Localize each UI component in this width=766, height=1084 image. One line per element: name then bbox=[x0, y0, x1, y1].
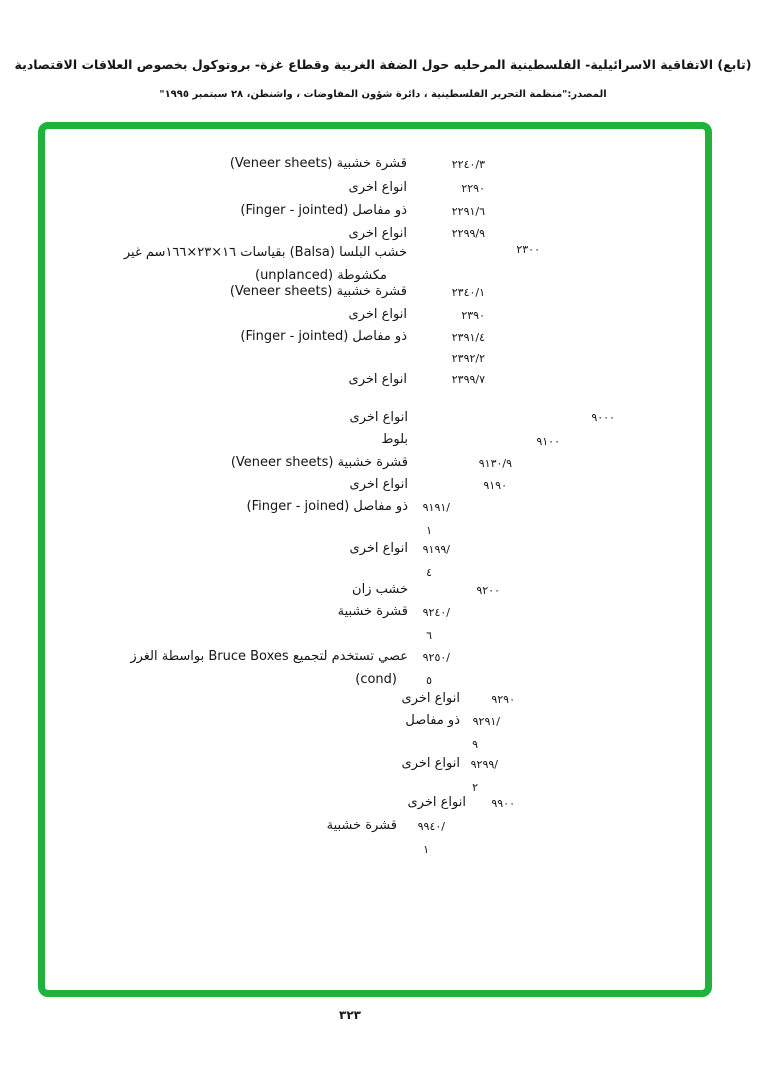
tariff-code: ٩١٠٠ bbox=[536, 435, 560, 448]
tariff-code: ٢٢٤٠/٣ bbox=[451, 158, 485, 171]
tariff-code-wrap-digit: ١ bbox=[423, 843, 429, 856]
item-description: انواع اخرى bbox=[348, 372, 407, 387]
item-description: انواع اخرى bbox=[348, 226, 407, 241]
item-description: انواع اخرى bbox=[348, 180, 407, 195]
item-description: ذو مفاصل (Finger - jointed) bbox=[240, 329, 407, 344]
tariff-code-wrap-digit: ٦ bbox=[426, 629, 432, 642]
tariff-code-wrap-digit: ٤ bbox=[426, 566, 432, 579]
item-description: انواع اخرى bbox=[348, 307, 407, 322]
item-description: انواع اخرى bbox=[349, 477, 408, 492]
item-description: قشرة خشبية (Veneer sheets) bbox=[230, 455, 408, 470]
tariff-code: ٩١٩١/ bbox=[422, 501, 450, 514]
page-number: ٣٢٣ bbox=[339, 1008, 361, 1022]
item-description-line2: (cond) bbox=[355, 672, 397, 687]
item-description: انواع اخرى bbox=[407, 795, 466, 810]
tariff-code: ٢٣٩٩/٧ bbox=[451, 373, 485, 386]
tariff-code: ٩٢٩٩/ bbox=[470, 758, 498, 771]
item-description: انواع اخرى bbox=[349, 410, 408, 425]
tariff-code-wrap-digit: ٩ bbox=[472, 738, 478, 751]
item-description: قشرة خشبية (Veneer sheets) bbox=[229, 156, 407, 171]
tariff-code: ٩٢٠٠ bbox=[476, 584, 500, 597]
item-description: عصي تستخدم لتجميع Bruce Boxes بواسطة الغرز bbox=[130, 649, 408, 664]
tariff-code: ٢٢٩١/٦ bbox=[451, 205, 485, 218]
tariff-code: ٩٩٤٠/ bbox=[417, 820, 445, 833]
item-description: خشب زان bbox=[352, 582, 408, 597]
tariff-code-wrap-digit: ١ bbox=[426, 524, 432, 537]
document-title: (تابع) الاتفاقية الاسرائيلية- الفلسطينية المرحليه حول الضفة الغربية وقطاع غزة- بروتوكول بخصوص العلاقات الاقتصادية bbox=[14, 57, 752, 72]
item-description: انواع اخرى bbox=[349, 541, 408, 556]
tariff-code: ٩٢٤٠/ bbox=[422, 606, 450, 619]
tariff-code: ٩٢٥٠/ bbox=[422, 651, 450, 664]
tariff-code: ٩٩٠٠ bbox=[491, 797, 515, 810]
tariff-code: ٢٣٠٠ bbox=[516, 243, 540, 256]
item-description: ذو مفاصل bbox=[405, 713, 460, 728]
tariff-code: ٩٢٩٠ bbox=[491, 693, 515, 706]
item-description: انواع اخرى bbox=[401, 756, 460, 771]
tariff-code: ٢٢٩٠ bbox=[461, 182, 485, 195]
tariff-code: ٩٠٠٠ bbox=[591, 411, 615, 424]
tariff-code: ٢٣٤٠/١ bbox=[451, 286, 485, 299]
item-description: انواع اخرى bbox=[401, 691, 460, 706]
tariff-code-wrap-digit: ٥ bbox=[426, 674, 432, 687]
tariff-code: ٩١٩٩/ bbox=[422, 543, 450, 556]
item-description: بلوط bbox=[381, 432, 408, 447]
tariff-code: ٢٣٩٠ bbox=[461, 309, 485, 322]
item-description: قشرة خشبية bbox=[337, 604, 408, 619]
item-description: قشرة خشبية bbox=[326, 818, 397, 833]
tariff-code-wrap-digit: ٢ bbox=[472, 781, 478, 794]
item-description: خشب البلسا (Balsa) بقياسات ⁦١٦×٢٣×١٦٦⁩سم غير bbox=[123, 245, 407, 260]
tariff-code: ٩٢٩١/ bbox=[472, 715, 500, 728]
document-source-line: المصدر:"منظمة التحرير الفلسطينية ، دائرة شؤون المفاوضات ، واشنطن، ٢٨ سبتمبر ١٩٩٥" bbox=[159, 89, 607, 100]
tariff-code: ٢٣٩١/٤ bbox=[451, 331, 485, 344]
item-description: قشرة خشبية (Veneer sheets) bbox=[229, 284, 407, 299]
tariff-code: ٢٣٩٢/٢ bbox=[451, 352, 485, 365]
tariff-code: ٩١٣٠/٩ bbox=[478, 457, 512, 470]
item-description-line2: مكشوطة (unplanced) bbox=[254, 268, 387, 283]
tariff-code: ٩١٩٠ bbox=[483, 479, 507, 492]
item-description: ذو مفاصل (Finger - joined) bbox=[246, 499, 408, 514]
tariff-code: ٢٢٩٩/٩ bbox=[451, 227, 485, 240]
item-description: ذو مفاصل (Finger - jointed) bbox=[240, 203, 407, 218]
